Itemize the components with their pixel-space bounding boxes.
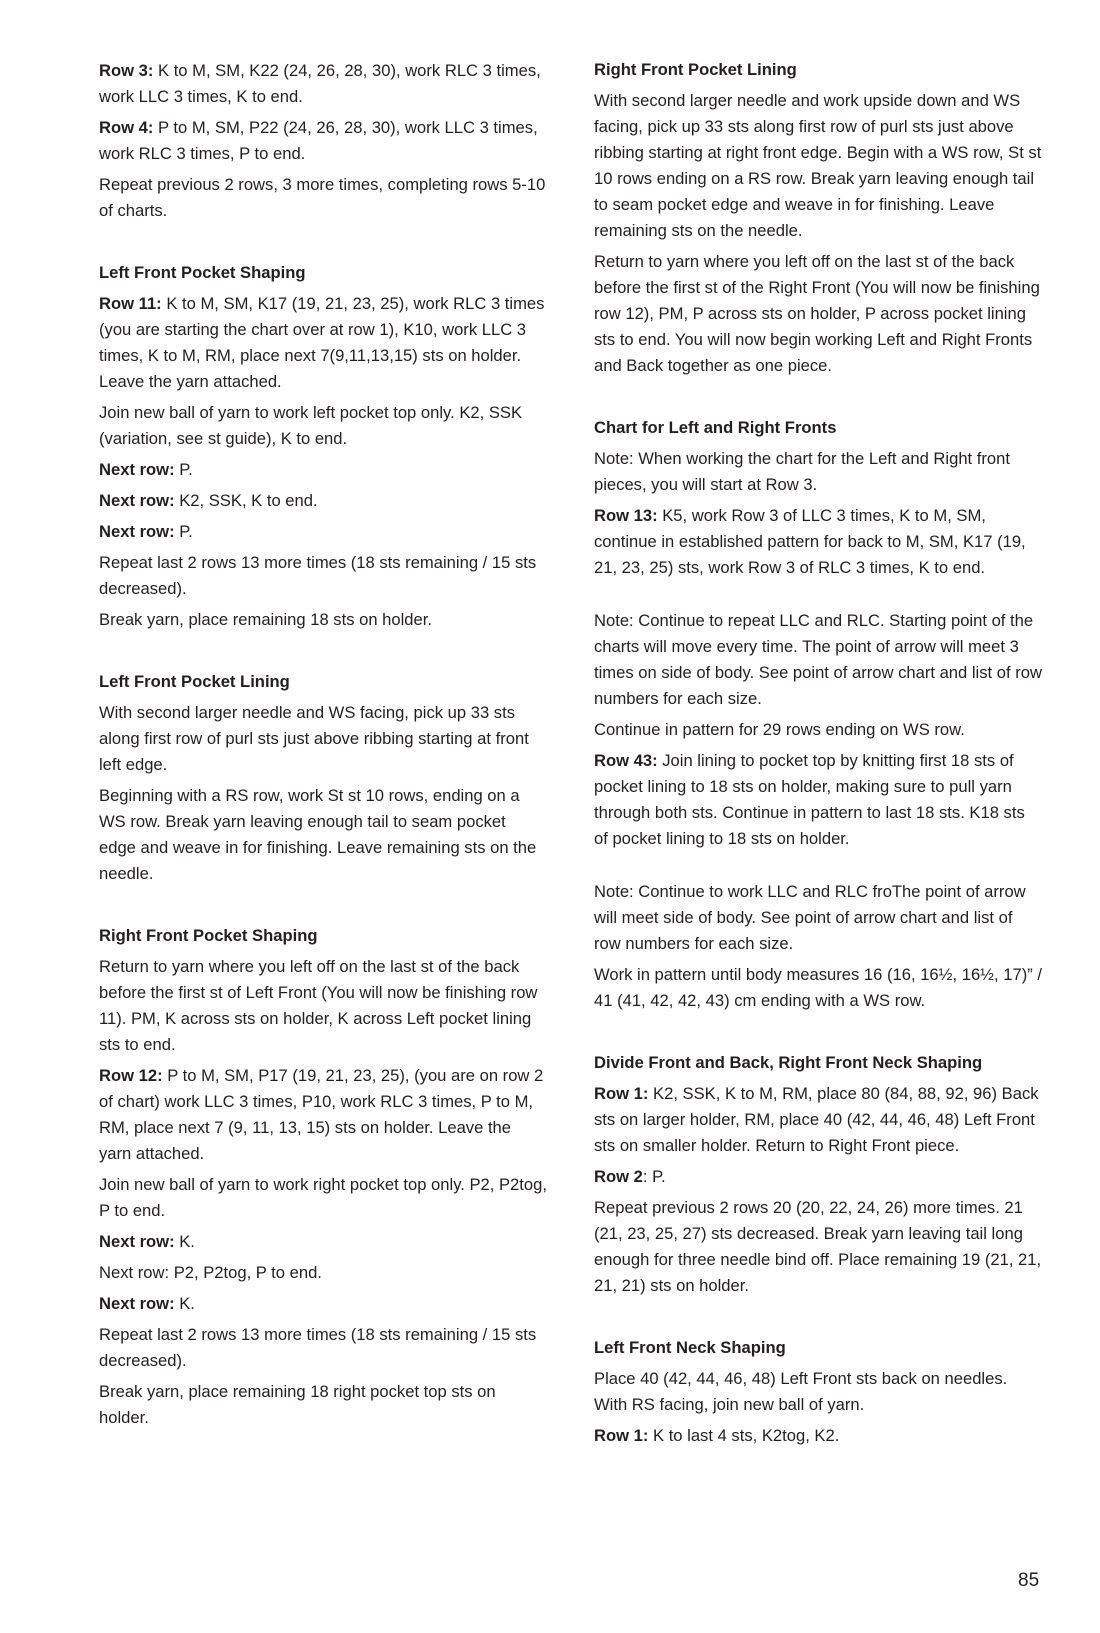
paragraph bbox=[99, 700, 547, 778]
section-heading: Right Front Pocket Lining bbox=[594, 60, 797, 79]
paragraph-text: Note: Continue to repeat LLC and RLC. Starting point of the charts will move every time. The point of arrow will meet 3 times on side of body. See point of arrow chart and list of row numbers for each size. bbox=[594, 611, 1042, 708]
section-heading: Right Front Pocket Shaping bbox=[99, 926, 318, 945]
section-heading: Left Front Pocket Shaping bbox=[99, 263, 306, 282]
paragraph bbox=[99, 400, 547, 452]
paragraph bbox=[99, 1260, 547, 1286]
row-label: Next row: bbox=[99, 491, 175, 510]
paragraph-text: P. bbox=[174, 522, 193, 541]
paragraph bbox=[99, 1229, 547, 1255]
paragraph bbox=[99, 457, 547, 483]
spacer bbox=[594, 384, 1042, 416]
paragraph bbox=[594, 962, 1042, 1014]
section-heading: Left Front Pocket Lining bbox=[99, 672, 290, 691]
paragraph-text: K to M, SM, K22 (24, 26, 28, 30), work RLC 3 times, work LLC 3 times, K to end. bbox=[99, 61, 541, 106]
paragraph-text: With second larger needle and WS facing, pick up 33 sts along first row of purl sts just above ribbing starting at front left edge. bbox=[99, 703, 529, 774]
block bbox=[99, 291, 547, 633]
row-label: Next row: bbox=[99, 522, 175, 541]
spacer bbox=[594, 1019, 1042, 1051]
paragraph-text: Break yarn, place remaining 18 sts on holder. bbox=[99, 610, 432, 629]
block bbox=[594, 88, 1042, 379]
paragraph-text: K5, work Row 3 of LLC 3 times, K to M, SM, continue in established pattern for back to M, SM, K17 (19, 21, 23, 25) sts, work Row 3 of RLC 3 times, K to end. bbox=[594, 506, 1026, 577]
paragraph-text: Place 40 (42, 44, 46, 48) Left Front sts back on needles. With RS facing, join new ball of yarn. bbox=[594, 1369, 1008, 1414]
paragraph-text: With second larger needle and work upside down and WS facing, pick up 33 sts along first row of purl sts just above ribbing starting at right front edge. Begin with a WS row, St st 10 rows ending on a RS row. Break yarn leaving enough tail to seam pocket edge and weave in for finishing. Leave remaining sts on the needle. bbox=[594, 91, 1042, 240]
paragraph bbox=[594, 717, 1042, 743]
section-heading: Left Front Neck Shaping bbox=[594, 1338, 786, 1357]
paragraph-text: Return to yarn where you left off on the last st of the back before the first st of Left Front (You will now be finishing row 11). PM, K across sts on holder, K across Left pocket lining sts to end. bbox=[99, 957, 538, 1054]
block bbox=[99, 58, 547, 224]
paragraph bbox=[594, 503, 1042, 581]
paragraph bbox=[99, 1379, 547, 1431]
block bbox=[594, 1081, 1042, 1299]
paragraph-text: Join new ball of yarn to work left pocket top only. K2, SSK (variation, see st guide), K to end. bbox=[99, 403, 523, 448]
paragraph-text: P to M, SM, P22 (24, 26, 28, 30), work LLC 3 times, work RLC 3 times, P to end. bbox=[99, 118, 538, 163]
paragraph-text: Repeat last 2 rows 13 more times (18 sts remaining / 15 sts decreased). bbox=[99, 1325, 537, 1370]
paragraph-text: : P. bbox=[642, 1167, 666, 1186]
paragraph bbox=[99, 291, 547, 395]
paragraph bbox=[99, 519, 547, 545]
row-label: Next row: bbox=[99, 460, 175, 479]
paragraph-text: Beginning with a RS row, work St st 10 rows, ending on a WS row. Break yarn leaving enough tail to seam pocket edge and weave in for finishing. Leave remaining sts on the needle. bbox=[99, 786, 537, 883]
paragraph bbox=[99, 488, 547, 514]
paragraph-text: Repeat previous 2 rows, 3 more times, completing rows 5-10 of charts. bbox=[99, 175, 546, 220]
paragraph-text: K to M, SM, K17 (19, 21, 23, 25), work RLC 3 times (you are starting the chart over at row 1), K10, work LLC 3 times, K to M, RM, place next 7(9,11,13,15) sts on holder. Leave the yarn attached. bbox=[99, 294, 545, 391]
paragraph bbox=[594, 1423, 1042, 1449]
row-label: Next row: bbox=[99, 1232, 175, 1251]
row-label: Row 11: bbox=[99, 294, 162, 313]
block bbox=[594, 446, 1042, 581]
paragraph bbox=[594, 446, 1042, 498]
block bbox=[594, 608, 1042, 852]
row-label: Row 4: bbox=[99, 118, 154, 137]
spacer bbox=[99, 892, 547, 924]
block bbox=[99, 954, 547, 1431]
paragraph-text: Return to yarn where you left off on the last st of the back before the first st of the Right Front (You will now be finishing row 12), PM, P across sts on holder, P across pocket lining sts to end. You will now begin working Left and Right Fronts and Back together as one piece. bbox=[594, 252, 1040, 375]
paragraph-text: Repeat previous 2 rows 20 (20, 22, 24, 26) more times. 21 (21, 23, 25, 27) sts decreased. Break yarn leaving tail long enough for three needle bind off. Place remaining 19 (21, 21, 21, 21) sts on holder. bbox=[594, 1198, 1042, 1295]
spacer bbox=[99, 638, 547, 670]
row-label: Row 1: bbox=[594, 1426, 649, 1445]
paragraph-text: K. bbox=[174, 1232, 195, 1251]
paragraph-text: P. bbox=[174, 460, 193, 479]
paragraph bbox=[594, 1081, 1042, 1159]
paragraph bbox=[594, 748, 1042, 852]
paragraph-text: K to last 4 sts, K2tog, K2. bbox=[648, 1426, 840, 1445]
row-label: Row 43: bbox=[594, 751, 658, 770]
paragraph bbox=[99, 1322, 547, 1374]
paragraph-text: K2, SSK, K to M, RM, place 80 (84, 88, 92, 96) Back sts on larger holder, RM, place 40 (42, 44, 46, 48) Left Front sts on smaller holder. Return to Right Front piece. bbox=[594, 1084, 1039, 1155]
paragraph-text: Next row: P2, P2tog, P to end. bbox=[99, 1263, 322, 1282]
paragraph bbox=[99, 954, 547, 1058]
row-label: Row 13: bbox=[594, 506, 658, 525]
paragraph bbox=[99, 607, 547, 633]
spacer bbox=[594, 1304, 1042, 1336]
paragraph-text: Note: Continue to work LLC and RLC froThe point of arrow will meet side of body. See point of arrow chart and list of row numbers for each size. bbox=[594, 882, 1026, 953]
section-heading: Divide Front and Back, Right Front Neck Shaping bbox=[594, 1053, 983, 1072]
paragraph-text: K. bbox=[174, 1294, 195, 1313]
block bbox=[99, 700, 547, 887]
paragraph-text: Repeat last 2 rows 13 more times (18 sts remaining / 15 sts decreased). bbox=[99, 553, 537, 598]
spacer bbox=[99, 229, 547, 261]
paragraph bbox=[594, 1195, 1042, 1299]
page-number: 85 bbox=[1018, 1570, 1040, 1591]
paragraph bbox=[99, 783, 547, 887]
paragraph-text: K2, SSK, K to end. bbox=[174, 491, 318, 510]
paragraph-text: Note: When working the chart for the Left and Right front pieces, you will start at Row 3. bbox=[594, 449, 1010, 494]
paragraph bbox=[594, 249, 1042, 379]
paragraph-text: Work in pattern until body measures 16 (16, 16½, 16½, 17)” / 41 (41, 42, 42, 43) cm ending with a WS row. bbox=[594, 965, 1042, 1010]
row-label: Row 1: bbox=[594, 1084, 649, 1103]
paragraph bbox=[594, 879, 1042, 957]
paragraph-text: Continue in pattern for 29 rows ending on WS row. bbox=[594, 720, 965, 739]
paragraph-text: Join lining to pocket top by knitting first 18 sts of pocket lining to 18 sts on holder, making sure to pull yarn through both sts. Continue in pattern to last 18 sts. K18 sts of pocket lining to 18 sts on holder. bbox=[594, 751, 1025, 848]
paragraph bbox=[99, 115, 547, 167]
row-label: Next row: bbox=[99, 1294, 175, 1313]
right-column bbox=[594, 58, 1042, 1454]
paragraph bbox=[99, 1291, 547, 1317]
left-column bbox=[99, 58, 547, 1436]
paragraph-text: Break yarn, place remaining 18 right pocket top sts on holder. bbox=[99, 1382, 496, 1427]
block bbox=[594, 879, 1042, 1014]
block bbox=[594, 1366, 1042, 1449]
paragraph bbox=[99, 172, 547, 224]
paragraph bbox=[99, 58, 547, 110]
row-label: Row 2 bbox=[594, 1167, 643, 1186]
spacer bbox=[594, 586, 1042, 608]
row-label: Row 12: bbox=[99, 1066, 163, 1085]
paragraph bbox=[99, 1172, 547, 1224]
paragraph bbox=[594, 1366, 1042, 1418]
paragraph bbox=[99, 550, 547, 602]
paragraph-text: Join new ball of yarn to work right pocket top only. P2, P2tog, P to end. bbox=[99, 1175, 547, 1220]
row-label: Row 3: bbox=[99, 61, 154, 80]
paragraph bbox=[99, 1063, 547, 1167]
paragraph-text: P to M, SM, P17 (19, 21, 23, 25), (you are on row 2 of chart) work LLC 3 times, P10, work RLC 3 times, P to M, RM, place next 7 (9, 11, 13, 15) sts on holder. Leave the yarn attached. bbox=[99, 1066, 544, 1163]
spacer bbox=[594, 857, 1042, 879]
paragraph bbox=[594, 1164, 1042, 1190]
section-heading: Chart for Left and Right Fronts bbox=[594, 418, 837, 437]
paragraph bbox=[594, 608, 1042, 712]
paragraph bbox=[594, 88, 1042, 244]
